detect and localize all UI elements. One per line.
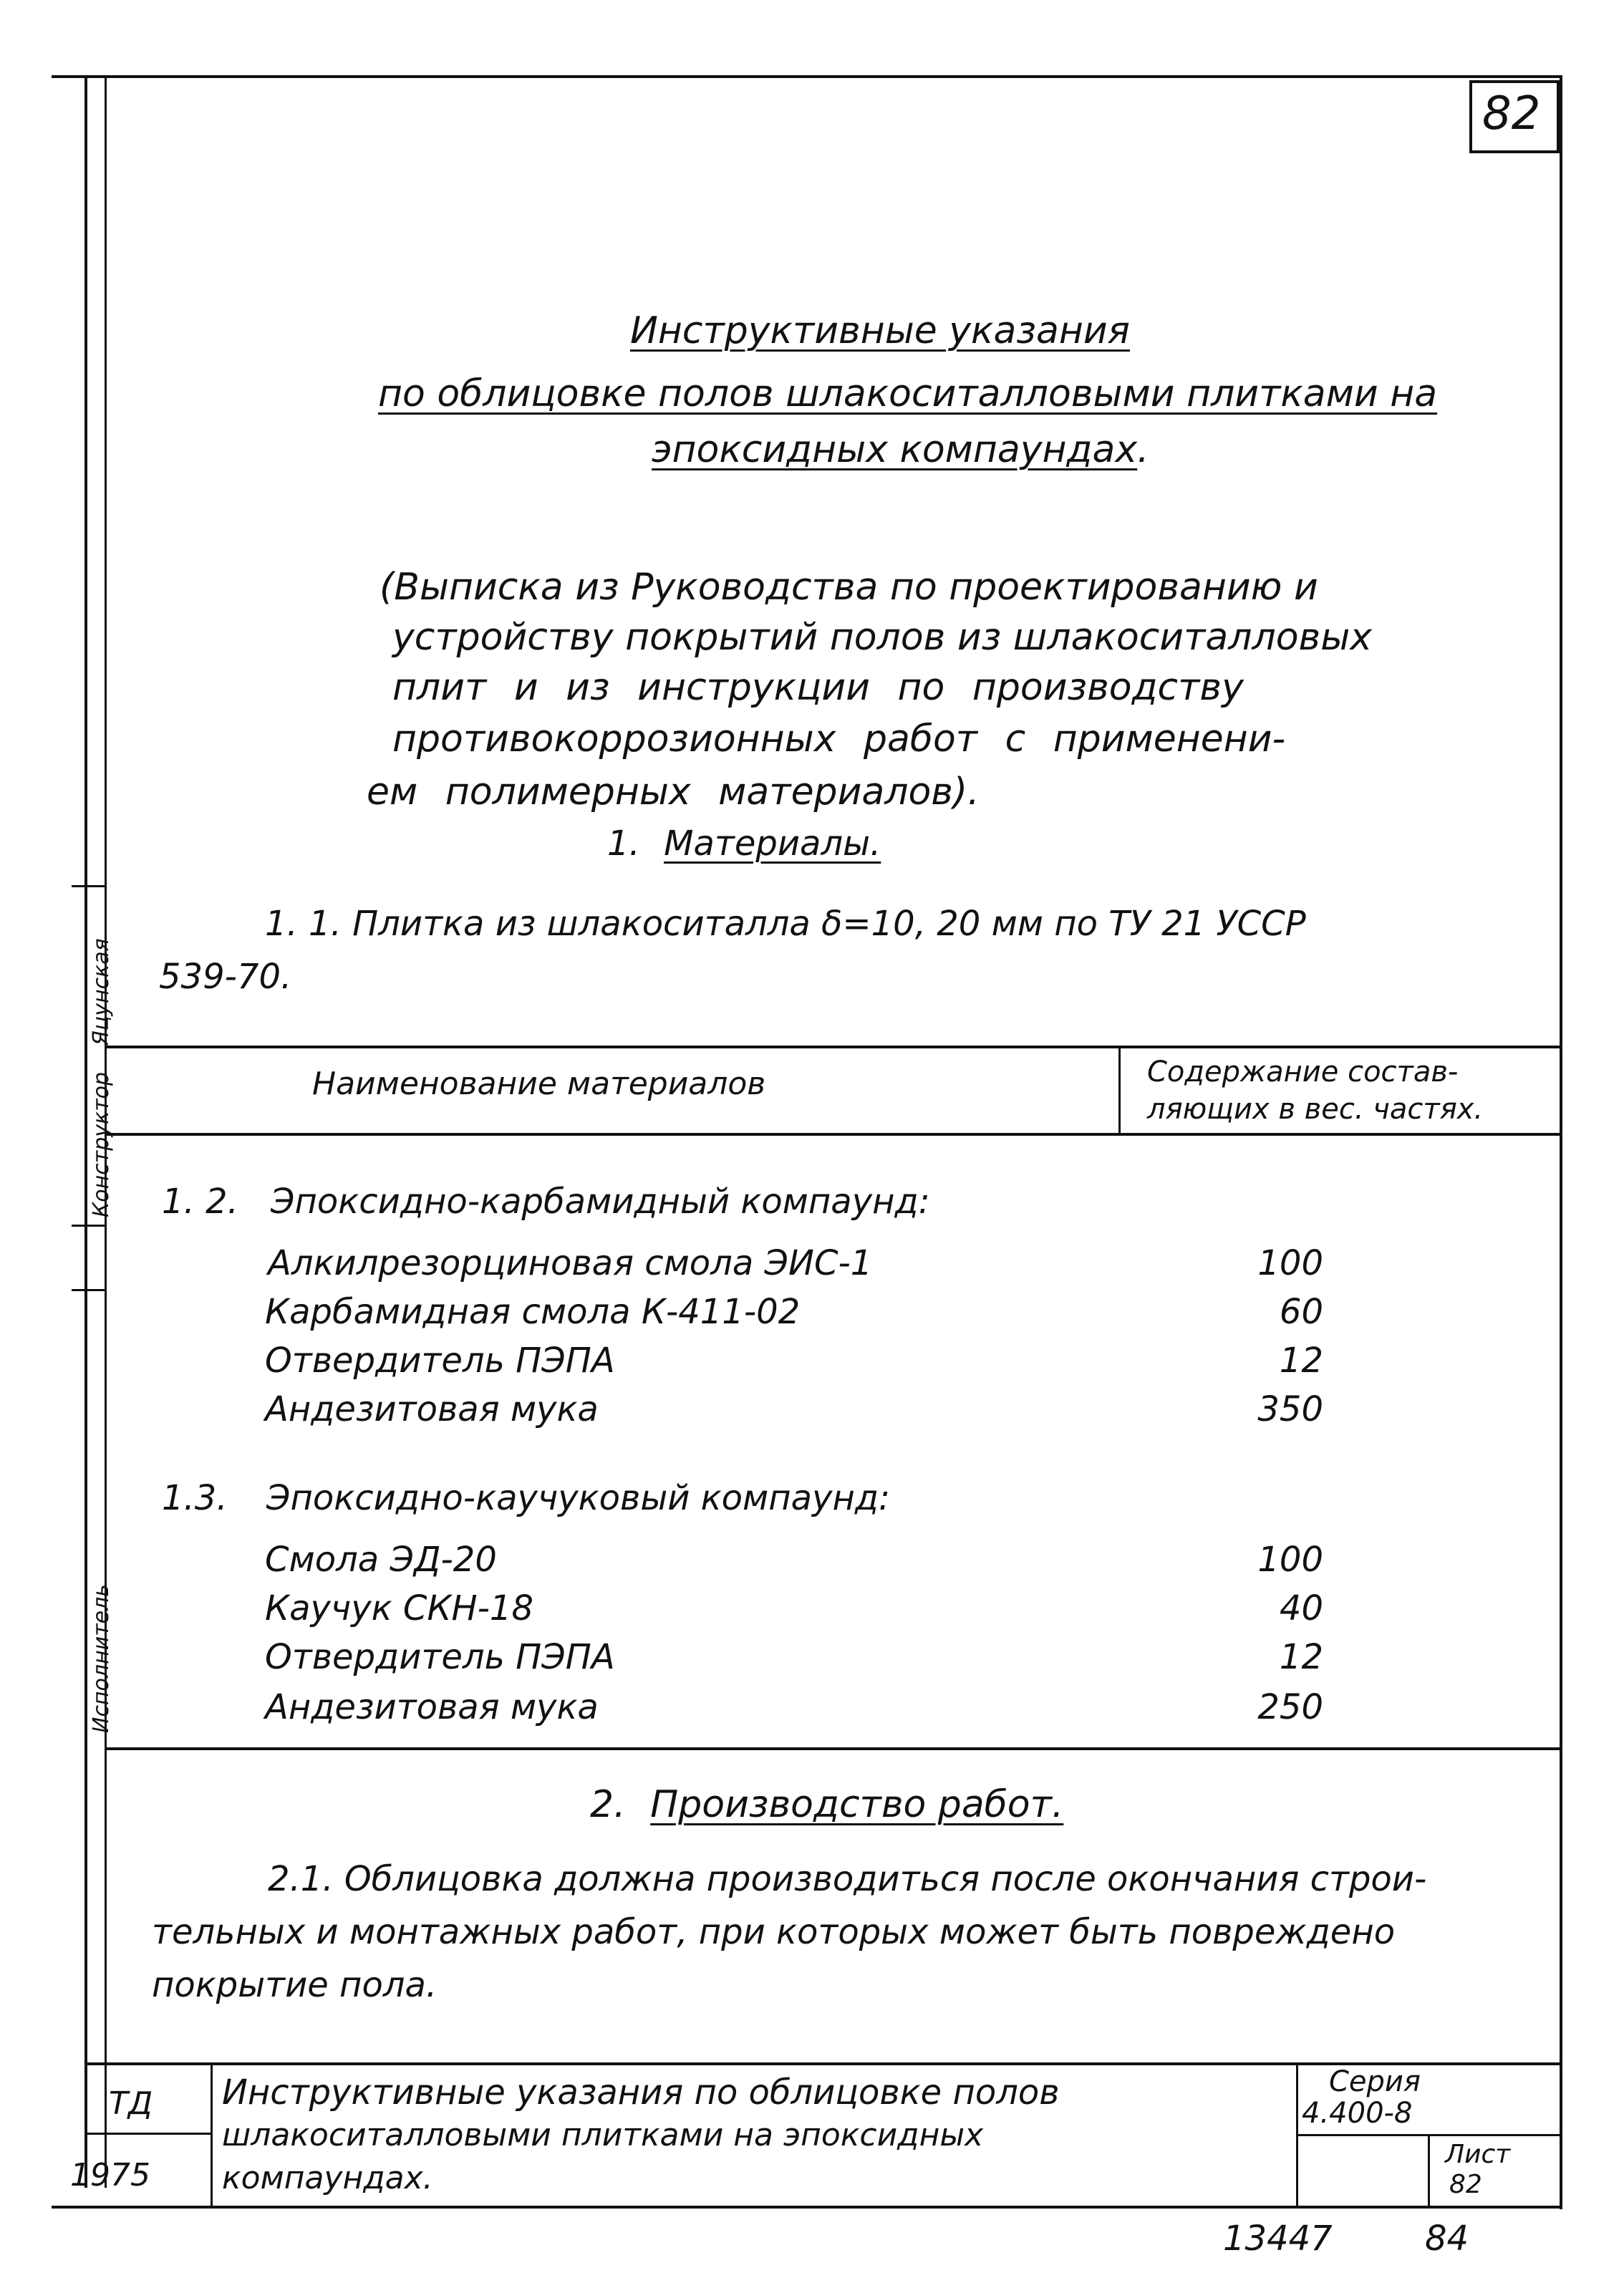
side-stamp-label-1: Конструктор: [89, 1071, 114, 1217]
title-line-3-wrap: [652, 428, 1149, 471]
section-1-title: Материалы.: [664, 824, 881, 864]
compound-1-3-item-name: Смола ЭД-20: [265, 1540, 497, 1580]
page-number-box: [1469, 80, 1560, 153]
title-block-bottom-rule: [52, 2206, 1562, 2209]
footer-inventory-number: 13447: [1223, 2219, 1333, 2259]
compound-1-3-item-value: 100: [1257, 1540, 1323, 1580]
compound-1-3-item-name: Каучук СКН-18: [265, 1588, 533, 1628]
title-block-divider-1: [211, 2062, 213, 2209]
extract-line-3: плит и из инструкции по производству: [392, 666, 1244, 709]
section-2-heading: [590, 1783, 1063, 1826]
section-1-number: 1.: [607, 824, 640, 864]
title-line-2: по облицовке полов шлакоситалловыми плитками на: [378, 372, 1438, 415]
frame-right: [1560, 75, 1562, 2209]
table-col-name-header: Наименование материалов: [312, 1066, 766, 1102]
compound-1-3-item-value: 250: [1257, 1687, 1323, 1727]
compound-1-2-item-name: Алкилрезорциновая смола ЭИС-1: [268, 1243, 873, 1283]
section-2-para-line-1: 2.1. Облицовка должна производиться после окончания строи-: [268, 1859, 1427, 1899]
compound-1-3-item-name: Отвердитель ПЭПА: [265, 1637, 615, 1677]
title-block-divider-3: [1428, 2134, 1430, 2209]
section-2-title: Производство работ.: [650, 1783, 1064, 1826]
compound-1-3-item-value: 12: [1279, 1637, 1323, 1677]
title-line-1: Инструктивные указания: [630, 309, 1130, 352]
compound-1-2-item-value: 12: [1279, 1341, 1323, 1381]
title-block-desc-2: шлакоситалловыми плитками на эпоксидных: [222, 2117, 984, 2153]
compound-1-2-item-value: 100: [1257, 1243, 1323, 1283]
title-block-mid-rule-left: [84, 2133, 211, 2135]
extract-line-4: противокоррозионных работ с применени-: [392, 718, 1286, 761]
side-stamp-tick: [72, 1289, 105, 1291]
table-col-content-header-2: ляющих в вес. частях.: [1147, 1093, 1484, 1126]
title-block-series-value: 4.400-8: [1302, 2097, 1413, 2130]
table-bottom-rule: [105, 1747, 1562, 1750]
title-block-desc-3: компаундах.: [222, 2160, 433, 2196]
title-block-sheet-value: 82: [1449, 2170, 1482, 2199]
title-block-desc-1: Инструктивные указания по облицовке полов: [222, 2072, 1060, 2113]
compound-1-2-number: 1. 2.: [162, 1182, 238, 1222]
title-block-series-label: Серия: [1329, 2065, 1421, 2098]
table-top-rule: [105, 1046, 1562, 1048]
extract-line-1: (Выписка из Руководства по проектированию и: [380, 566, 1318, 609]
table-column-divider: [1118, 1046, 1121, 1136]
section-2-number: 2.: [590, 1783, 626, 1826]
side-stamp-tick: [72, 885, 105, 887]
table-col-content-header-1: Содержание состав-: [1147, 1056, 1459, 1089]
side-stamp-name-1: Яцунская: [89, 938, 114, 1046]
side-stamp-label-2: Исполнитель: [89, 1584, 114, 1733]
frame-top-rule: [52, 75, 1562, 78]
item-1-1-line-1: 1. 1. Плитка из шлакоситалла δ=10, 20 мм по ТУ 21 УССР: [265, 904, 1306, 944]
extract-line-2: устройству покрытий полов из шлакоситалловых: [392, 616, 1373, 659]
title-line-3: эпоксидных компаундах: [652, 428, 1138, 471]
compound-1-2-item-name: Андезитовая мука: [265, 1389, 599, 1429]
compound-1-3-item-value: 40: [1279, 1588, 1323, 1628]
compound-1-3-number: 1.3.: [162, 1478, 228, 1518]
compound-1-2-item-value: 60: [1279, 1292, 1323, 1332]
title-block-year: 1975: [70, 2157, 150, 2193]
compound-1-2-item-name: Отвердитель ПЭПА: [265, 1341, 615, 1381]
section-2-para-line-3: покрытие пола.: [152, 1965, 438, 2005]
footer-page: 84: [1425, 2219, 1469, 2259]
compound-1-3-title: Эпоксидно-каучуковый компаунд:: [266, 1478, 891, 1518]
compound-1-2-item-value: 350: [1257, 1389, 1323, 1429]
section-2-para-line-2: тельных и монтажных работ, при которых может быть повреждено: [152, 1912, 1396, 1952]
title-block-org: ТД: [109, 2085, 153, 2122]
compound-1-2-item-name: Карбамидная смола К-411-02: [265, 1292, 801, 1332]
title-line-3-end: .: [1137, 428, 1149, 471]
compound-1-2-title: Эпоксидно-карбамидный компаунд:: [271, 1182, 930, 1222]
table-header-bottom-rule: [105, 1133, 1562, 1136]
compound-1-3-item-name: Андезитовая мука: [265, 1687, 599, 1727]
title-block-sheet-label: Лист: [1445, 2140, 1511, 2169]
frame-left-outer: [84, 75, 87, 2188]
title-block: [70, 2062, 1562, 2209]
item-1-1-line-2: 539-70.: [159, 957, 292, 997]
side-stamp-tick: [72, 1225, 105, 1227]
extract-line-5: ем полимерных материалов).: [367, 771, 980, 814]
page-number: 82: [1482, 87, 1541, 140]
section-1-heading: [607, 824, 881, 864]
